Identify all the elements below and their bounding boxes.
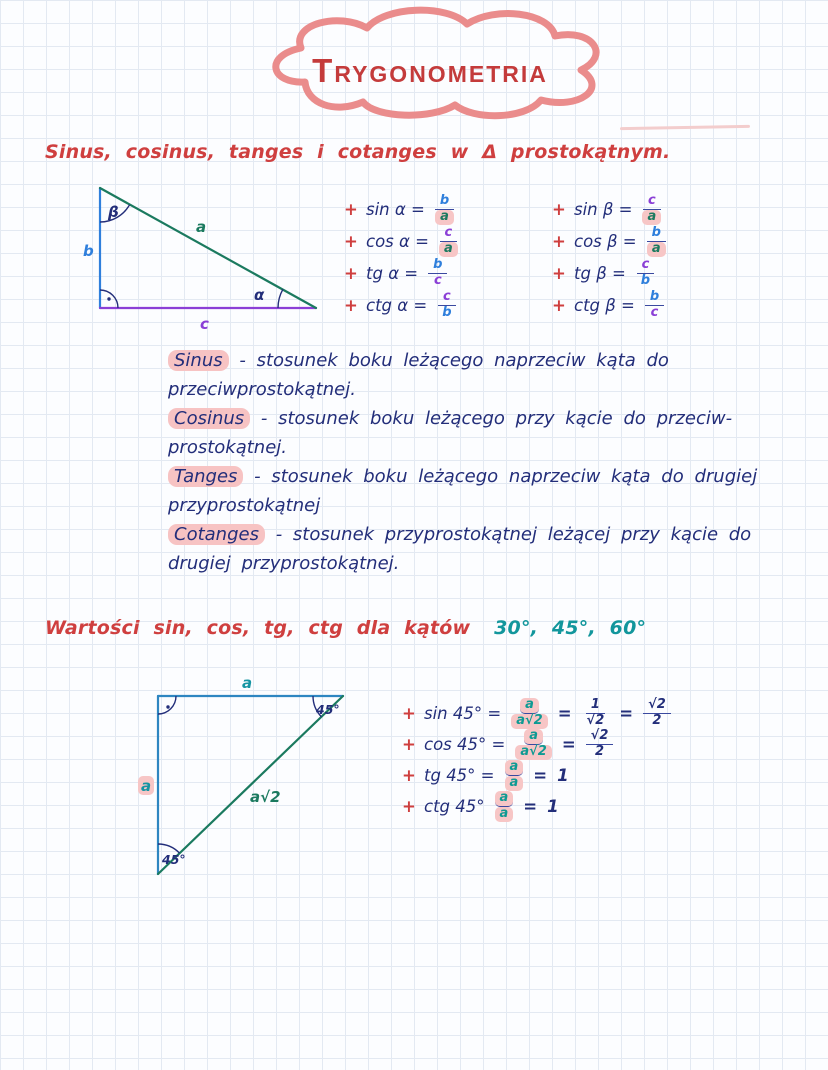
- term-highlight-cosinus: Cosinus: [168, 408, 250, 429]
- fraction-denominator: c: [650, 305, 659, 320]
- fraction-numerator: 1: [586, 698, 605, 714]
- formula-label: ctg α =: [366, 296, 428, 315]
- definitions-block: [168, 346, 790, 578]
- side-c-label: c: [200, 315, 209, 333]
- fraction-numerator: b: [435, 194, 454, 210]
- definition-sinus: [168, 346, 790, 404]
- fraction: [643, 698, 671, 729]
- plus-bullet: +: [344, 264, 358, 283]
- equals-sign: =: [557, 704, 572, 723]
- stray-pen-mark: [620, 125, 750, 130]
- side-a-label: a: [196, 218, 207, 236]
- right-triangle-figure-45: [138, 666, 363, 886]
- formula-label: sin β =: [574, 200, 633, 219]
- formula-row: [402, 728, 671, 759]
- fraction: [428, 258, 447, 289]
- definition-cotanges: [168, 520, 790, 578]
- fraction-numerator: b: [428, 258, 447, 274]
- formula-row: [344, 225, 458, 256]
- fraction-numerator: a: [495, 791, 514, 807]
- fraction-denominator: a√2: [511, 714, 548, 729]
- plus-bullet: +: [552, 200, 566, 219]
- alpha-formulas-column: [344, 193, 458, 320]
- formula-label: tg α =: [366, 264, 419, 283]
- formula-row: [552, 289, 666, 320]
- fraction: [636, 258, 655, 289]
- angle-beta-label: β: [108, 203, 119, 221]
- fraction-numerator: a: [505, 760, 524, 776]
- definition-text: - stosunek przyprostokątnej leżącej przy kącie do drugiej przyprostokątnej.: [168, 524, 752, 574]
- side-a-left-label: a: [141, 777, 152, 795]
- formula-row: [402, 697, 671, 728]
- fraction-numerator: √2: [643, 698, 671, 714]
- formula-label: cos β =: [574, 232, 637, 251]
- term-highlight-cotanges: Cotanges: [168, 524, 265, 545]
- term-highlight-sinus: Sinus: [168, 350, 229, 371]
- formula-label: cos 45° =: [424, 735, 506, 754]
- fraction: [439, 226, 458, 257]
- fraction-denominator: b: [442, 305, 452, 320]
- formula-row: [552, 225, 666, 256]
- definition-text: - stosunek boku leżącego przy kącie do przeciw- prostokątnej.: [168, 408, 733, 458]
- fraction-denominator: a: [505, 776, 524, 791]
- plus-bullet: +: [344, 296, 358, 315]
- angle-45-top-label: 45°: [316, 702, 340, 717]
- fraction-denominator: c: [433, 273, 442, 288]
- fraction-numerator: b: [647, 226, 666, 242]
- triangle2-drawing: [138, 666, 363, 881]
- title-cloud: [243, 6, 617, 126]
- fraction-denominator: 2: [652, 713, 662, 728]
- result-value: 1: [557, 766, 569, 785]
- plus-bullet: +: [402, 766, 416, 785]
- formula-row: [552, 193, 666, 224]
- fraction-numerator: c: [643, 194, 661, 210]
- plus-bullet: +: [552, 232, 566, 251]
- fraction: [495, 791, 514, 822]
- fraction-denominator: a√2: [515, 745, 552, 760]
- fraction-numerator: a: [524, 729, 543, 745]
- section2-heading: [45, 617, 646, 639]
- formula-row: [552, 257, 666, 288]
- fraction-denominator: 2: [594, 744, 605, 759]
- formula-label: ctg 45°: [424, 797, 485, 816]
- fraction-numerator: c: [637, 258, 655, 274]
- fraction-numerator: √2: [586, 729, 614, 745]
- formula-row: [344, 289, 458, 320]
- angle-45-bottom-label: 45°: [162, 852, 186, 867]
- formula-label: sin α =: [366, 200, 425, 219]
- side-b-label: b: [83, 242, 94, 260]
- result-value: 1: [547, 797, 559, 816]
- section2-heading-red: Wartości sin, cos, tg, ctg dla kątów: [45, 617, 471, 639]
- fraction: [647, 226, 666, 257]
- triangle1-drawing: [78, 180, 328, 335]
- formula-row: [344, 257, 458, 288]
- plus-bullet: +: [402, 704, 416, 723]
- definition-text: - stosunek boku leżącego naprzeciw kąta do drugiej przyprostokątnej: [168, 466, 758, 516]
- fraction-numerator: c: [440, 226, 458, 242]
- formula-row: [402, 759, 671, 790]
- fraction: [435, 194, 454, 225]
- fraction: [515, 729, 552, 760]
- formula-label: ctg β =: [574, 296, 635, 315]
- angle-alpha-label: α: [254, 286, 265, 304]
- term-highlight-tanges: Tanges: [168, 466, 243, 487]
- plus-bullet: +: [552, 264, 566, 283]
- definition-tanges: [168, 462, 790, 520]
- fraction-denominator: a: [439, 242, 458, 257]
- fraction-denominator: a: [642, 210, 661, 225]
- section2-heading-angles: 30°, 45°, 60°: [494, 617, 647, 639]
- fraction: [511, 698, 548, 729]
- fraction-denominator: a: [435, 210, 454, 225]
- plus-bullet: +: [402, 797, 416, 816]
- fraction-numerator: b: [645, 290, 664, 306]
- equals-sign: =: [533, 766, 548, 785]
- formula-label: sin 45° =: [424, 704, 502, 723]
- side-a-top-label: a: [242, 674, 253, 692]
- fraction-numerator: c: [438, 290, 456, 306]
- page-title: TRYGONOMETRIA: [312, 52, 548, 89]
- fraction-denominator: a: [495, 807, 514, 822]
- fraction: [586, 729, 614, 760]
- fraction-numerator: a: [520, 698, 539, 714]
- formula-label: tg 45° =: [424, 766, 495, 785]
- definition-cosinus: [168, 404, 790, 462]
- definition-text: - stosunek boku leżącego naprzeciw kąta do przeciwprostokątnej.: [168, 350, 669, 400]
- equals-sign: =: [619, 704, 634, 723]
- fraction-denominator: a: [647, 242, 666, 257]
- fraction: [437, 290, 456, 321]
- beta-formulas-column: [552, 193, 666, 320]
- formula-row: [402, 790, 671, 821]
- formulas-45-column: [402, 697, 671, 821]
- formula-label: tg β =: [574, 264, 626, 283]
- formula-row: [344, 193, 458, 224]
- formula-label: cos α =: [366, 232, 429, 251]
- fraction-denominator: √2: [586, 713, 605, 728]
- section1-heading: Sinus, cosinus, tanges i cotanges w Δ prostokątnym.: [45, 141, 671, 163]
- equals-sign: =: [523, 797, 538, 816]
- fraction-denominator: b: [640, 273, 651, 288]
- fraction: [505, 760, 524, 791]
- equals-sign: =: [561, 735, 576, 754]
- plus-bullet: +: [552, 296, 566, 315]
- plus-bullet: +: [344, 232, 358, 251]
- fraction: [642, 194, 661, 225]
- fraction: [645, 290, 664, 321]
- hypotenuse-label: a√2: [250, 788, 281, 806]
- plus-bullet: +: [344, 200, 358, 219]
- fraction: [582, 698, 610, 729]
- plus-bullet: +: [402, 735, 416, 754]
- right-triangle-figure-1: [78, 180, 328, 340]
